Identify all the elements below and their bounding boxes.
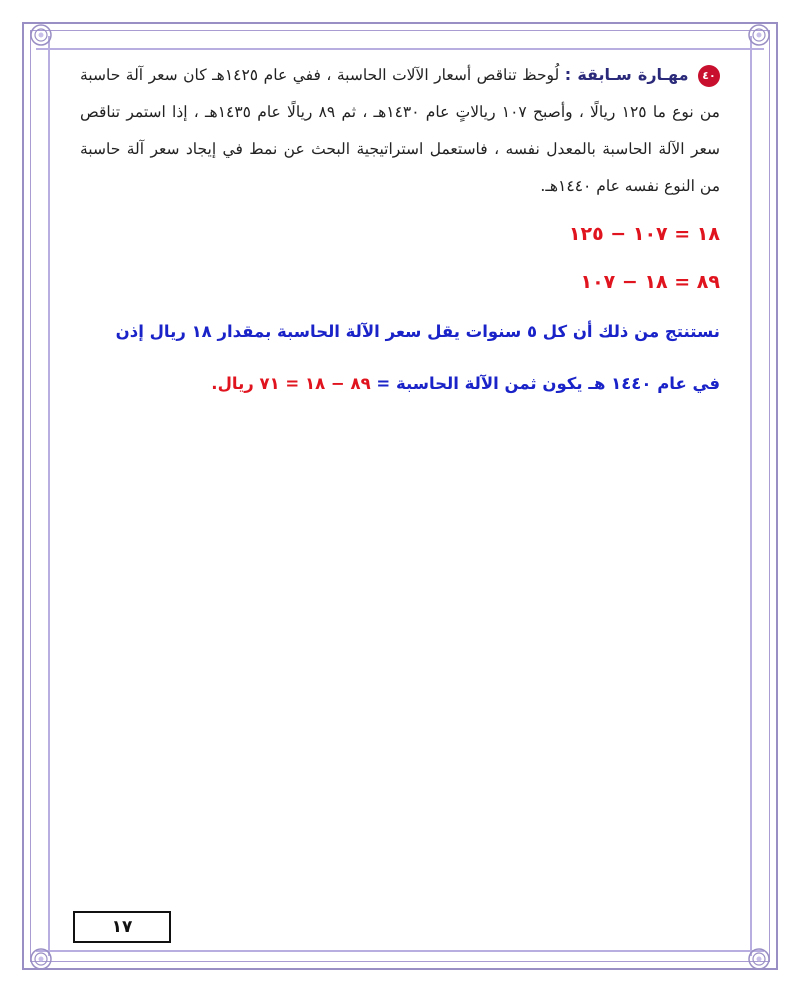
equation-2: ٨٩ = ١٨ − ١٠٧ <box>580 271 720 293</box>
corner-swirl-icon <box>28 946 54 972</box>
result-value: ٨٩ − ١٨ = ٧١ ريال. <box>211 374 371 393</box>
result-line <box>80 369 720 399</box>
page-content <box>80 56 720 399</box>
frame-border-top <box>36 48 764 50</box>
frame-border-left <box>48 36 50 956</box>
page-number-box <box>73 911 171 943</box>
skill-label: مهـارة سـابقة : <box>564 65 689 84</box>
result-prefix: في عام ١٤٤٠ هـ يكون ثمن الآلة الحاسبة = <box>376 374 720 393</box>
frame-border-bottom <box>36 950 764 952</box>
corner-swirl-icon <box>746 22 772 48</box>
corner-swirl-icon <box>28 22 54 48</box>
problem-text: لُوحظ تناقص أسعار الآلات الحاسبة ، ففي عام ١٤٢٥هـ كان سعر آلة حاسبة من نوع ما ١٢٥ ريالًا ، وأصبح ١٠٧ ريالاتٍ عام ١٤٣٠هـ ، ثم ٨٩ ريالًا عام ١٤٣٥هـ ، إذا استمر تناقص سعر الآلة الحاسبة بالمعدل نفسه ، فاستعمل استراتيجية البحث عن نمط في إيجاد سعر آلة حاسبة من النوع نفسه عام ١٤٤٠هـ. <box>80 66 720 195</box>
equation-1: ١٨ = ١٠٧ − ١٢٥ <box>568 223 720 245</box>
conclusion-text: نستنتج من ذلك أن كل ٥ سنوات يقل سعر الآلة الحاسبة بمقدار ١٨ ريال إذن <box>115 322 720 341</box>
page-number: ١٧ <box>111 917 133 937</box>
problem-number-badge: ٤٠ <box>698 65 720 87</box>
frame-border-right <box>750 36 752 956</box>
corner-swirl-icon <box>746 946 772 972</box>
problem-statement <box>80 56 720 205</box>
